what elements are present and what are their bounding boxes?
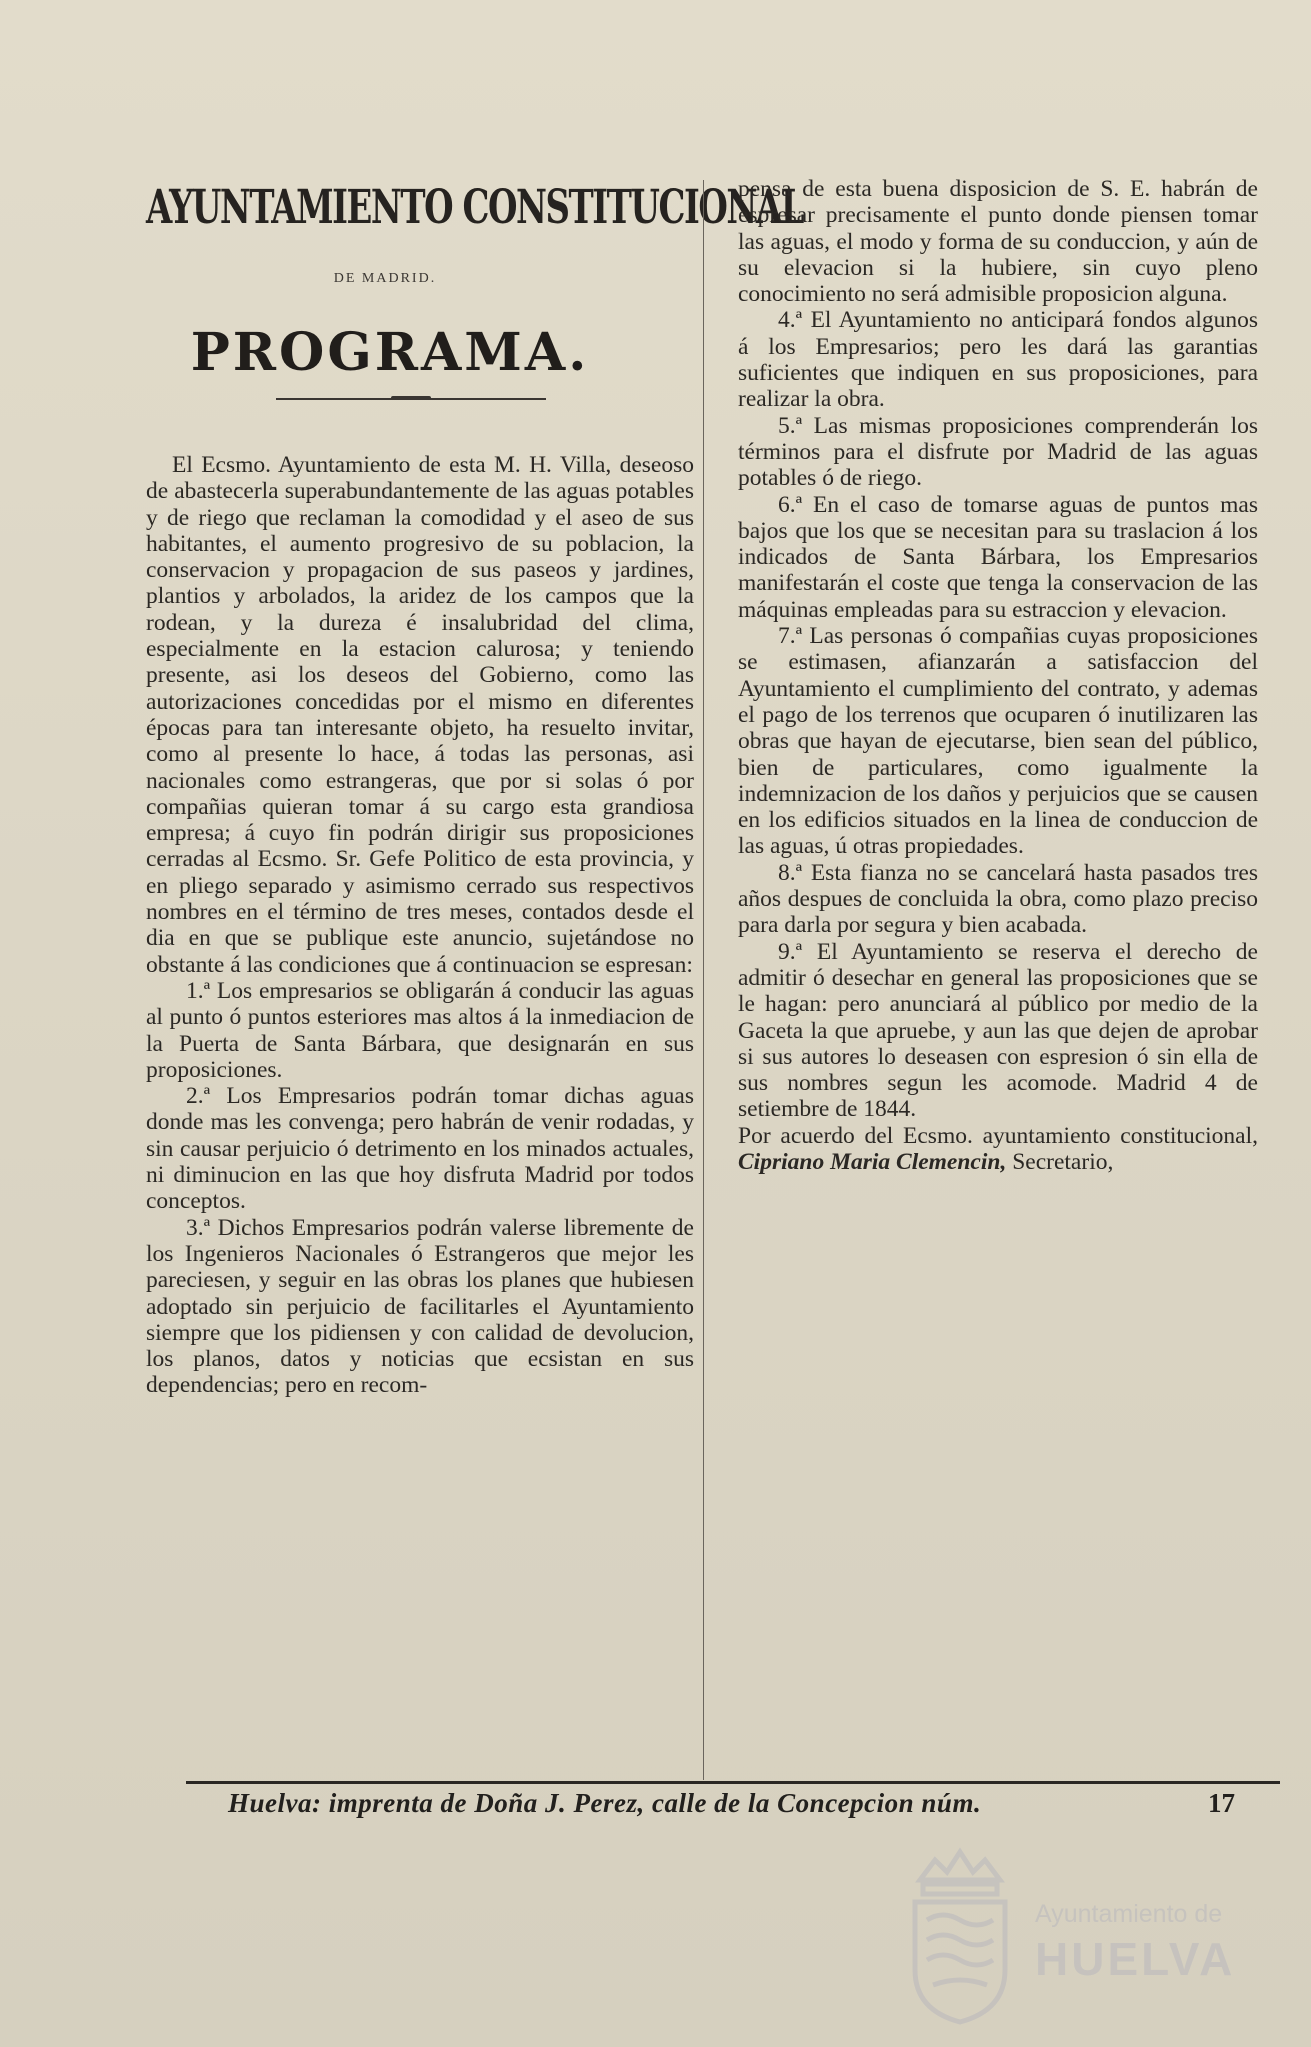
condition-4: 4.ª El Ayuntamiento no anticipará fondos algunos á los Empresarios; pero les dará las garantias suficientes que indiquen en sus proposiciones, para realizar la obra. [738, 307, 1258, 413]
programa-heading: PROGRAMA. [190, 322, 590, 383]
signature-block [738, 1123, 1258, 1176]
right-column [738, 176, 1258, 1175]
left-column [146, 452, 694, 1399]
intro-paragraph: El Ecsmo. Ayuntamiento de esta M. H. Villa, deseoso de abastecerla superabundantemente de las aguas potables y de riego que reclaman la comodidad y el aseo de sus habitantes, el aumento progresivo de su poblacion, la conservacion y propagacion de sus paseos y jardines, plantios y arbolados, la aridez de los campos que la rodean, y la dureza é insalubridad del clima, especialmente en la estacion calurosa; y teniendo presente, asi los deseos del Gobierno, como las autorizaciones concedidas por el mismo en diferentes épocas para tan interesante objeto, ha resuelto invitar, como al presente lo hace, á todas las personas, asi nacionales como estrangeras, que por si solas ó por compañias quieran tomar á su cargo esta grandiosa empresa; á cuyo fin podrán dirigir sus proposiciones cerradas al Ecsmo. Sr. Gefe Politico de esta provincia, y en pliego separado y asimismo cerrado sus respectivos nombres en el término de tres meses, contados desde el dia en que se publique este anuncio, sujetándose no obstante á las condiciones que á continuacion se espresan: [146, 452, 694, 978]
page-number: 17 [1208, 1788, 1235, 1818]
column-divider [703, 180, 704, 1780]
watermark-line-1: Ayuntamiento de [1035, 1900, 1223, 1928]
condition-2: 2.ª Los Empresarios podrán tomar dichas aguas donde mas les convenga; pero habrán de venir rodadas, y sin causar perjuicio ó detrimento en los minados actuales, ni diminucion en las que hoy disfruta Madrid por todos conceptos. [146, 1083, 694, 1215]
condition-3: 3.ª Dichos Empresarios podrán valerse libremente de los Ingenieros Nacionales ó Estrangeros que mejor les pareciesen, y seguir en las obras los planes que hubiesen adoptado sin perjuicio de facilitarles el Ayuntamiento siempre que los pidiensen y con calidad de devolucion, los planos, datos y noticias que ecsistan en sus dependencias; pero en recom- [146, 1214, 694, 1399]
main-title: AYUNTAMIENTO CONSTITUCIONAL [146, 180, 804, 235]
condition-3-continued: pensa de esta buena disposicion de S. E. habrán de espresar precisamente el punto donde piensen tomar las aguas, el modo y forma de su conduccion, y aún de su elevacion si la hubiere, sin cuyo pleno conocimiento no será admisible proposicion alguna. [738, 176, 1258, 308]
title-ornament-rule [276, 398, 546, 400]
condition-9: 9.ª El Ayuntamiento se reserva el derecho de admitir ó desechar en general las proposiciones que se le hagan: pero anunciará al público por medio de la Gaceta la que apruebe, y aun las que dejen de aprobar si sus autores lo deseasen con espresion ó sin ella de sus nombres segun les acomode. Madrid 4 de setiembre de 1844. [738, 938, 1258, 1123]
coat-of-arms-icon [895, 1840, 1025, 2030]
footer-rule [186, 1781, 1280, 1784]
archive-watermark [895, 1840, 1255, 2030]
subtitle: DE MADRID. [333, 271, 437, 286]
signature-prefix: Por acuerdo del Ecsmo. ayuntamiento constitucional, [738, 1122, 1258, 1149]
watermark-line-2: HUELVA [1035, 1933, 1236, 1985]
condition-1: 1.ª Los empresarios se obligarán á conducir las aguas al punto ó puntos esteriores mas altos á la inmediacion de la Puerta de Santa Bárbara, que designarán en sus proposiciones. [146, 977, 694, 1083]
signature-suffix: Secretario, [1012, 1148, 1114, 1175]
printer-imprint: Huelva: imprenta de Doña J. Perez, calle de la Concepcion núm. [228, 1788, 982, 1818]
condition-6: 6.ª En el caso de tomarse aguas de puntos mas bajos que los que se necesitan para su traslacion á los indicados de Santa Bárbara, los Empresarios manifestarán el coste que tenga la conservacion de las máquinas empleadas para su estraccion y elevacion. [738, 491, 1258, 623]
condition-7: 7.ª Las personas ó compañias cuyas proposiciones se estimasen, afianzarán a satisfaccion del Ayuntamiento el cumplimiento del contrato, y ademas el pago de los terrenos que ocuparen ó inutilizaren las obras que hayan de ejecutarse, bien sean del público, bien de particulares, como igualmente la indemnizacion de los daños y perjuicios que se causen en los edificios situados en la linea de conduccion de las aguas, ú otras propiedades. [738, 623, 1258, 860]
secretary-name: Cipriano Maria Clemencin, [738, 1148, 1007, 1175]
condition-8: 8.ª Esta fianza no se cancelará hasta pasados tres años despues de concluida la obra, como plazo preciso para darla por segura y bien acabada. [738, 859, 1258, 939]
condition-5: 5.ª Las mismas proposiciones comprenderán los términos para el disfrute por Madrid de las aguas potables ó de riego. [738, 412, 1258, 492]
